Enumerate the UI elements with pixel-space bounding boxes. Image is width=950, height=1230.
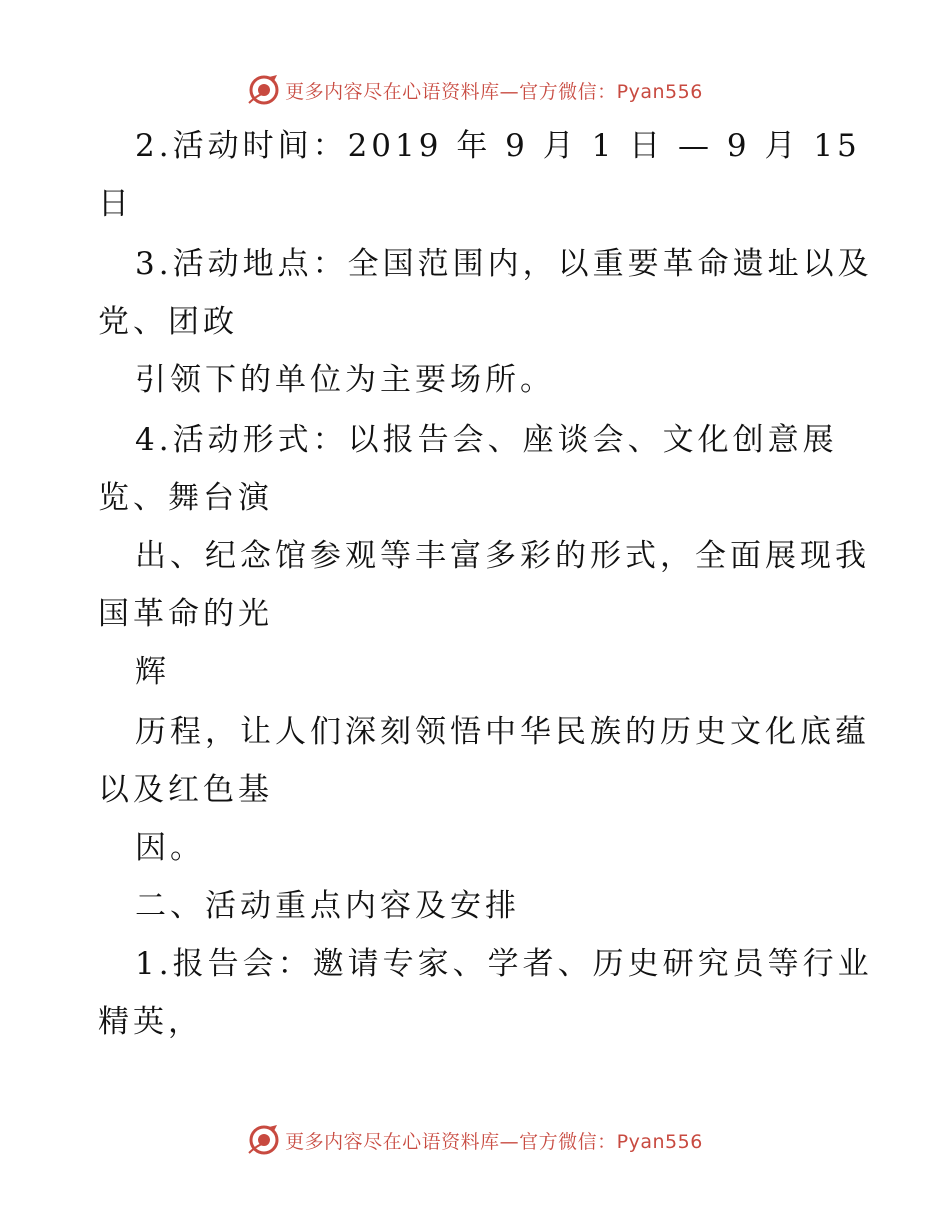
watermark-text: 更多内容尽在心语资料库—官方微信：Pyan556 bbox=[285, 80, 703, 103]
text-line: 出、纪念馆参观等丰富多彩的形式，全面展现我 bbox=[135, 538, 870, 574]
text-line: 2.活动时间：2019 年 9 月 1 日 — 9 月 15 bbox=[135, 128, 861, 164]
text-line: 精英， bbox=[98, 1004, 203, 1040]
text-line: 1.报告会：邀请专家、学者、历史研究员等行业 bbox=[135, 946, 873, 982]
text-line: 党、团政 bbox=[98, 304, 238, 340]
watermark-header bbox=[0, 72, 950, 108]
pen-circle-icon bbox=[247, 73, 281, 107]
watermark-text: 更多内容尽在心语资料库—官方微信：Pyan556 bbox=[285, 1130, 703, 1153]
text-line: 辉 bbox=[135, 654, 170, 690]
text-line: 3.活动地点：全国范围内，以重要革命遗址以及 bbox=[135, 246, 873, 282]
text-line: 览、舞台演 bbox=[98, 480, 273, 516]
pen-circle-icon bbox=[247, 1123, 281, 1157]
section-heading: 二、活动重点内容及安排 bbox=[135, 888, 520, 924]
text-line: 因。 bbox=[135, 830, 205, 866]
text-line: 历程，让人们深刻领悟中华民族的历史文化底蕴 bbox=[135, 714, 870, 750]
text-line: 日 bbox=[98, 186, 133, 222]
text-line: 引领下的单位为主要场所。 bbox=[135, 362, 555, 398]
text-line: 4.活动形式：以报告会、座谈会、文化创意展 bbox=[135, 422, 838, 458]
text-line: 以及红色基 bbox=[98, 772, 273, 808]
watermark-footer bbox=[0, 1122, 950, 1158]
text-line: 国革命的光 bbox=[98, 596, 273, 632]
